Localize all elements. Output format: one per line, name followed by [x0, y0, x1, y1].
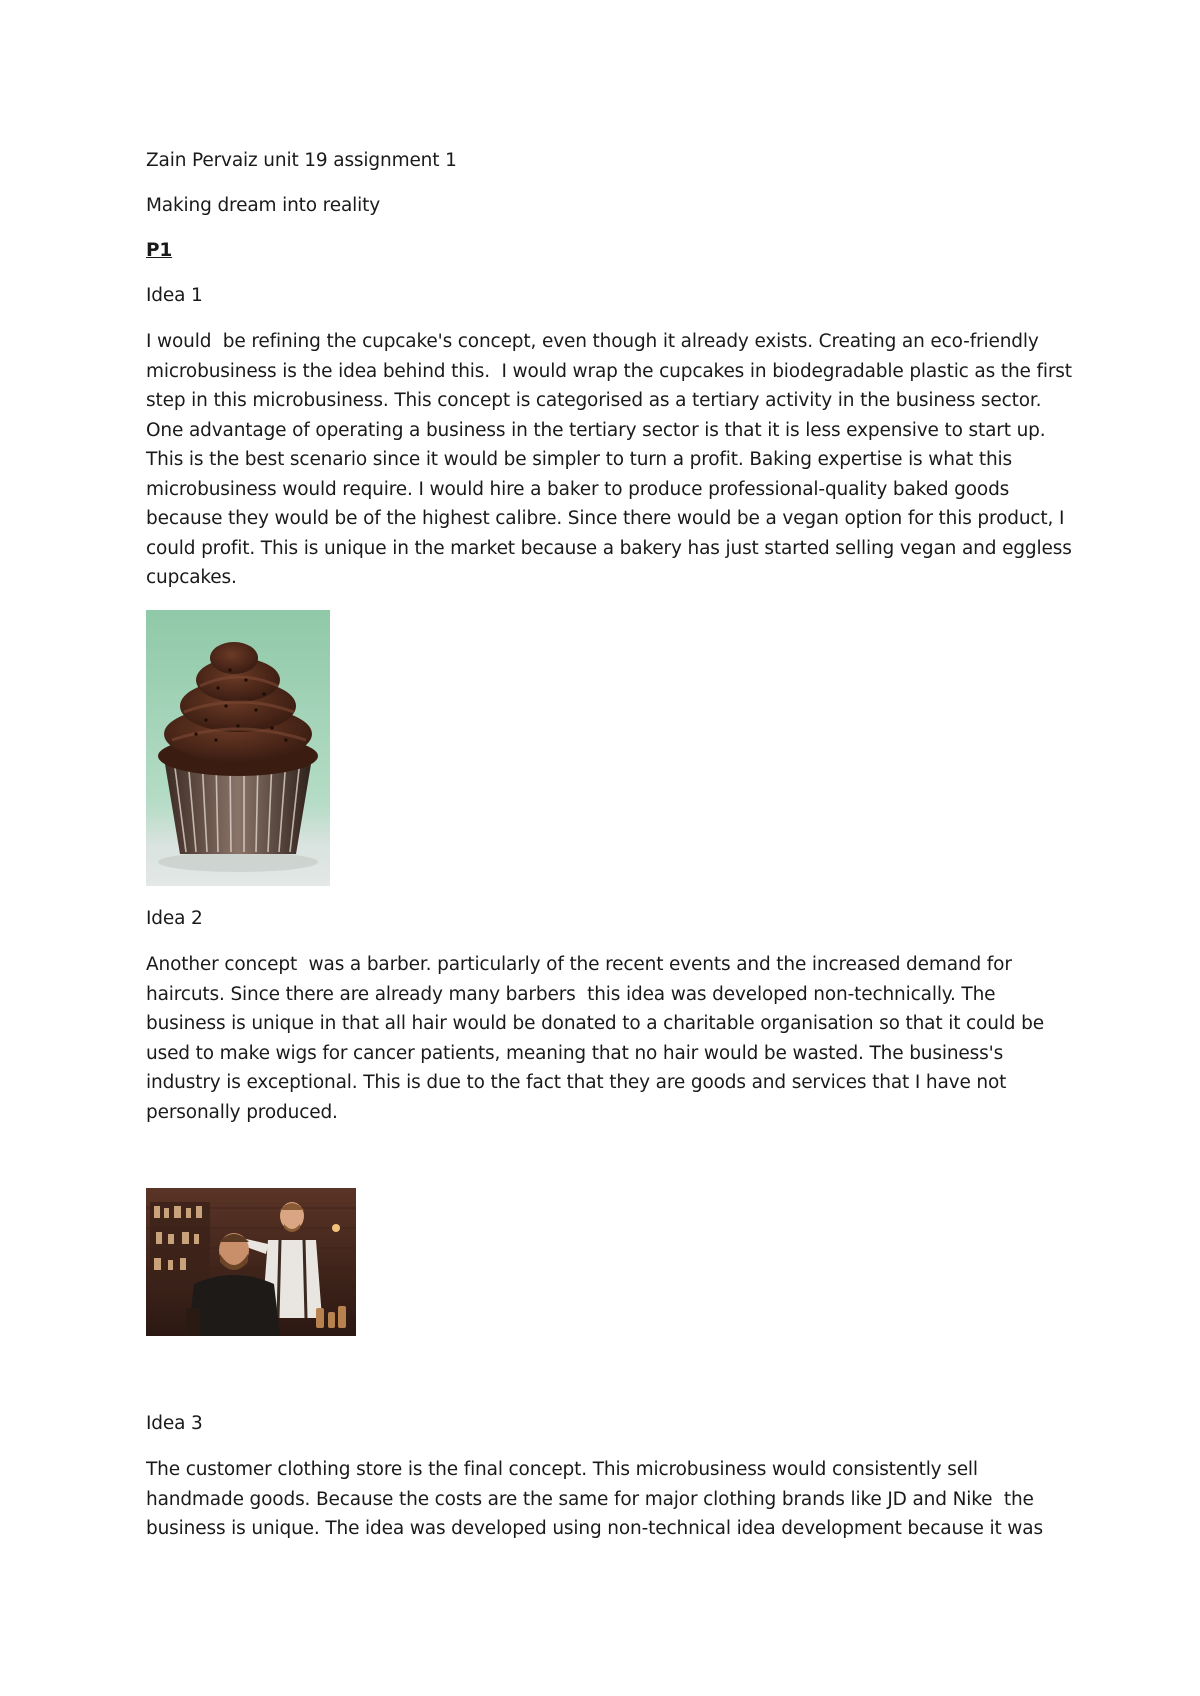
paragraph-line: haircuts. Since there are already many barbers this idea was developed non-technically. The	[146, 983, 996, 1005]
paragraph-line: business is unique in that all hair would be donated to a charitable organisation so that it could be	[146, 1013, 1044, 1034]
paragraph-line: One advantage of operating a business in the tertiary sector is that it is less expensive to start up.	[146, 419, 1046, 441]
paragraph-line: handmade goods. Because the costs are the same for major clothing brands like JD and Nike the	[146, 1488, 1034, 1510]
document-title-line: Zain Pervaiz unit 19 assignment 1	[146, 150, 457, 171]
idea-3-heading: Idea 3	[146, 1413, 203, 1434]
paragraph-line: The customer clothing store is the final concept. This microbusiness would consistently sell	[146, 1459, 978, 1480]
idea-2-heading: Idea 2	[146, 908, 203, 929]
paragraph-line: business is unique. The idea was developed using non-technical idea development because it was	[146, 1518, 1043, 1539]
paragraph-line: step in this microbusiness. This concept is categorised as a tertiary activity in the business sector.	[146, 390, 1042, 411]
idea-3-paragraph	[146, 1455, 1066, 1544]
cupcake-image	[146, 610, 330, 886]
paragraph-line: This is the best scenario since it would be simpler to turn a profit. Baking expertise is what this	[146, 449, 1013, 470]
idea-2-paragraph	[146, 950, 1066, 1127]
document-subtitle: Making dream into reality	[146, 195, 381, 216]
paragraph-line: could profit. This is unique in the market because a bakery has just started selling vegan and eggless	[146, 537, 1072, 559]
paragraph-line: Another concept was a barber. particularly of the recent events and the increased demand for	[146, 954, 1012, 975]
idea-1-heading: Idea 1	[146, 285, 203, 306]
paragraph-line: industry is exceptional. This is due to the fact that they are goods and services that I have not	[146, 1072, 1007, 1093]
section-heading-p1: P1	[146, 240, 173, 261]
idea-1-paragraph	[146, 327, 1072, 593]
paragraph-line: cupcakes.	[146, 567, 237, 588]
paragraph-line: microbusiness is the idea behind this. I would wrap the cupcakes in biodegradable plastic as the first	[146, 360, 1072, 382]
paragraph-line: microbusiness would require. I would hire a baker to produce professional-quality baked goods	[146, 478, 1010, 500]
paragraph-line: personally produced.	[146, 1101, 338, 1123]
paragraph-line: because they would be of the highest calibre. Since there would be a vegan option for this product, I	[146, 508, 1065, 529]
paragraph-line: used to make wigs for cancer patients, meaning that no hair would be wasted. The business's	[146, 1042, 1004, 1064]
barber-image	[146, 1188, 356, 1336]
paragraph-line: I would be refining the cupcake's concept, even though it already exists. Creating an eco-friendly	[146, 331, 1039, 352]
